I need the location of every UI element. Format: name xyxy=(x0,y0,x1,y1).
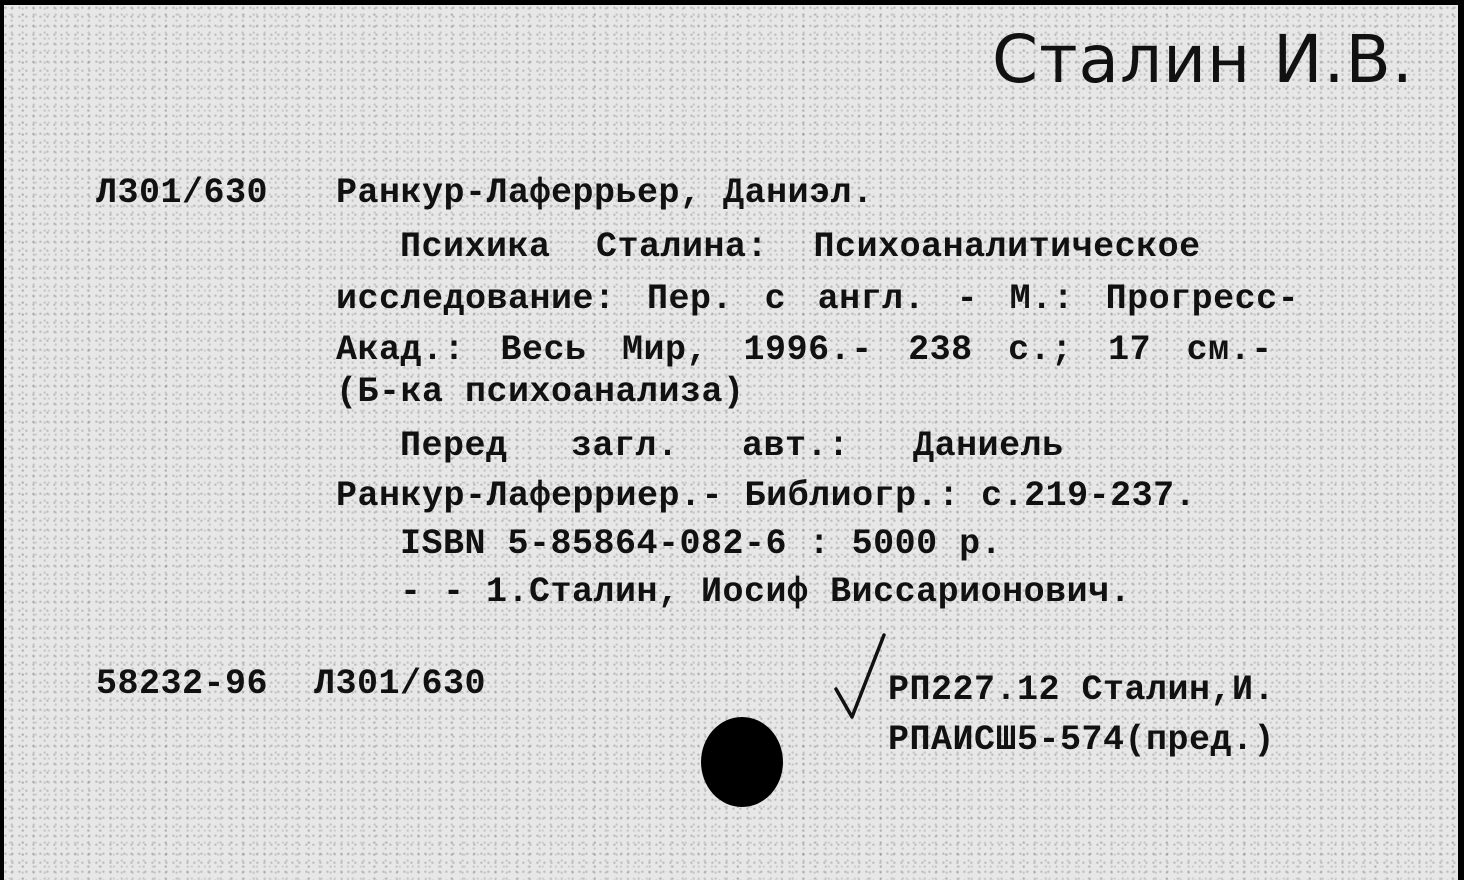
description-line: Психика Сталина: Психоаналитическое xyxy=(400,227,1201,267)
check-mark-icon xyxy=(830,631,890,721)
description-line: (Б-ка психоанализа) xyxy=(336,372,745,412)
footer-call-number: Л301/630 xyxy=(314,664,487,704)
author-name: Ранкур-Лаферрьер, Даниэл. xyxy=(336,173,874,213)
description-line: Перед загл. авт.: Даниель xyxy=(400,426,1064,466)
description-line: исследование: Пер. с англ. - М.: Прогресс- xyxy=(336,279,1300,319)
accession-number: 58232-96 xyxy=(96,664,269,704)
call-number: Л301/630 xyxy=(96,173,269,213)
description-line: Акад.: Весь Мир, 1996.- 238 с.; 17 см.- xyxy=(336,330,1273,370)
isbn-line: ISBN 5-85864-082-6 : 5000 р. xyxy=(400,524,1003,564)
handwritten-heading: Сталин И.В. xyxy=(992,21,1414,98)
subject-tracing-line: - - 1.Сталин, Иосиф Виссарионович. xyxy=(400,572,1132,612)
punch-hole xyxy=(701,717,783,807)
classification-line: РПАИСШ5-574(пред.) xyxy=(888,720,1276,760)
classification-line: РП227.12 Сталин,И. xyxy=(888,670,1276,710)
description-line: Ранкур-Лаферриер.- Библиогр.: с.219-237. xyxy=(336,476,1197,516)
